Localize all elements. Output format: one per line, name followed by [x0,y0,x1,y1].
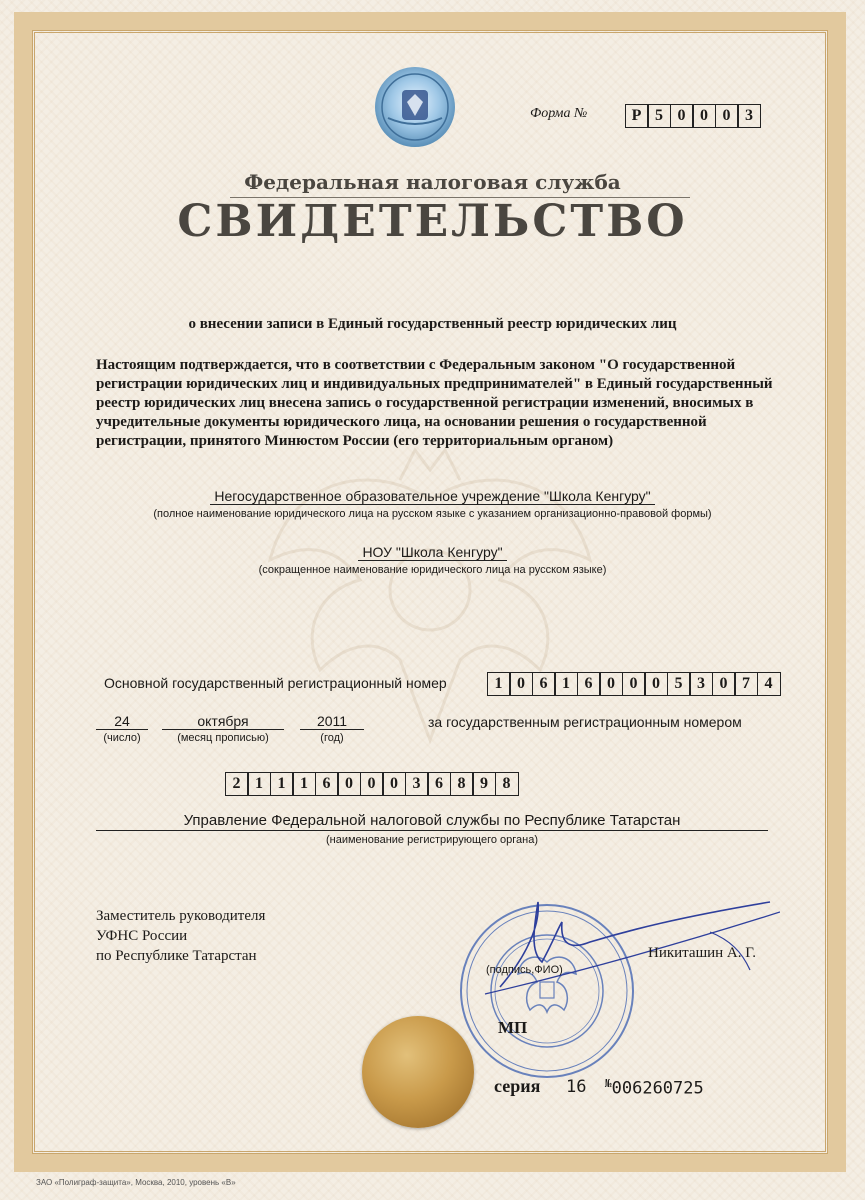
date-month [162,713,284,744]
series-number: 16 [566,1077,587,1097]
printer-imprint: ЗАО «Полиграф-защита», Москва, 2010, уровень «В» [36,1178,236,1187]
ogrn-digit-11: 0 [712,672,736,696]
form-code-boxes [626,104,761,128]
ogrn-digit-7: 0 [622,672,646,696]
grn-digit-10: 6 [427,772,451,796]
ogrn-digit-5: 6 [577,672,601,696]
ogrn-digit-2: 0 [509,672,533,696]
form-code-box-1: Р [625,104,649,128]
full-name-caption: (полное наименование юридического лица на русском языке с указанием организационно-правовой формы) [153,508,712,520]
serial-number-value: 006260725 [611,1078,704,1099]
grn-digit-5: 6 [315,772,339,796]
ogrn-digit-4: 1 [554,672,578,696]
grn-digit-11: 8 [450,772,474,796]
document-subtitle: о внесении записи в Единый государственный реестр юридических лиц [188,316,677,332]
grn-digit-8: 0 [382,772,406,796]
date-month-caption: (месяц прописью) [177,732,269,744]
registering-authority: Управление Федеральной налоговой службы по Республике Татарстан [96,812,768,831]
date-day-caption: (число) [103,732,141,744]
ogrn-digit-12: 7 [734,672,758,696]
ogrn-boxes [488,672,781,696]
signer-line-2: УФНС России [96,928,188,944]
form-label: Форма № [530,106,588,121]
grn-digit-12: 9 [472,772,496,796]
form-code-box-2: 5 [647,104,671,128]
signer-name: Никиташин А. Г. [648,945,756,961]
grn-digit-4: 1 [292,772,316,796]
embossed-seal-icon [362,1016,474,1128]
grn-boxes [226,772,519,796]
date-year-value: 2011 [300,713,364,730]
serial-number [605,1077,704,1099]
grn-digit-2: 1 [247,772,271,796]
serial-prefix: № [605,1077,612,1090]
grn-digit-7: 0 [360,772,384,796]
form-code-box-5: 0 [715,104,739,128]
seal-place-label: МП [498,1018,528,1037]
signer-line-3: по Республике Татарстан [96,948,257,964]
hologram-emblem-icon [374,66,456,148]
document-title: СВИДЕТЕЛЬСТВО [177,196,688,247]
agency-name: Федеральная налоговая служба [244,170,621,194]
full-name-field [0,488,865,520]
form-code-box-6: 3 [737,104,761,128]
grn-digit-3: 1 [270,772,294,796]
ogrn-digit-13: 4 [757,672,781,696]
short-name-field [0,544,865,576]
full-name-value: Негосударственное образовательное учреждение "Школа Кенгуру" [210,488,654,505]
grn-digit-9: 3 [405,772,429,796]
date-day [96,713,148,744]
registering-authority-caption: (наименование регистрирующего органа) [325,834,538,846]
ogrn-digit-3: 6 [532,672,556,696]
short-name-value: НОУ "Школа Кенгуру" [358,544,506,561]
confirmation-text: Настоящим подтверждается, что в соответствии с Федеральным законом "О государственной регистрации юридических лиц и индивидуальных предпринимателей" в Единый государственный реестр юридических лиц внесена запись о государственной регистрации изменений, вносимых в учредительные документы юридического лица, на основании решения о государственной регистрации, принятого Минюстом России (его территориальным органом) [96,357,773,449]
grn-label: за государственным регистрационным номером [428,714,742,730]
form-code-box-3: 0 [670,104,694,128]
date-month-value: октября [162,713,284,730]
ogrn-digit-1: 1 [487,672,511,696]
ogrn-label: Основной государственный регистрационный номер [104,675,447,691]
date-year-caption: (год) [320,732,344,744]
grn-digit-1: 2 [225,772,249,796]
ogrn-digit-9: 5 [667,672,691,696]
date-day-value: 24 [96,713,148,730]
grn-digit-6: 0 [337,772,361,796]
form-code-box-4: 0 [692,104,716,128]
grn-digit-13: 8 [495,772,519,796]
ogrn-digit-6: 0 [599,672,623,696]
ogrn-digit-10: 3 [689,672,713,696]
signer-position [96,906,265,966]
ogrn-digit-8: 0 [644,672,668,696]
signer-line-1: Заместитель руководителя [96,908,266,924]
series-label: серия [494,1076,541,1096]
short-name-caption: (сокращенное наименование юридического лица на русском языке) [258,564,607,576]
date-year [300,713,364,744]
signature-caption: (подпись,ФИО) [486,964,563,976]
